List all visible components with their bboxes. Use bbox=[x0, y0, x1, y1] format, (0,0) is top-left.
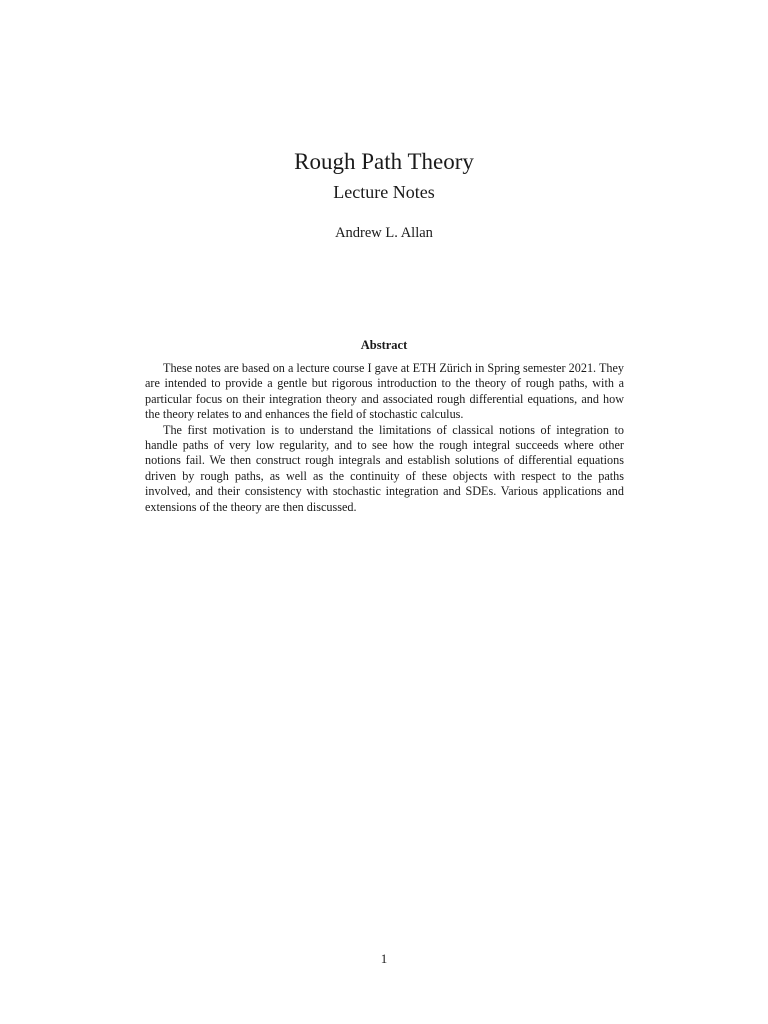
document-author: Andrew L. Allan bbox=[335, 225, 433, 241]
page-number: 1 bbox=[380, 951, 388, 966]
document-title: Rough Path Theory bbox=[294, 149, 474, 174]
document-subtitle: Lecture Notes bbox=[333, 182, 435, 202]
abstract-body bbox=[145, 361, 624, 515]
abstract-paragraph-2: The first motivation is to understand the limitations of classical notions of integration to handle paths of very low regularity, and to see how the rough integral succeeds where other notions fail. We then construct rough integrals and establish solutions of differential equations driven by rough paths, as well as the continuity of these objects with respect to the paths involved, and their consistency with stochastic integration and SDEs. Various applications and extensions of the theory are then discussed. bbox=[145, 422, 624, 514]
abstract-heading: Abstract bbox=[360, 338, 408, 352]
abstract-paragraph-1: These notes are based on a lecture course I gave at ETH Zürich in Spring semester 2021. They are intended to provide a gentle but rigorous introduction to the theory of rough paths, with a particular focus on their integration theory and associated rough differential equations, and how the theory relates to and enhances the field of stochastic calculus. bbox=[145, 361, 624, 422]
